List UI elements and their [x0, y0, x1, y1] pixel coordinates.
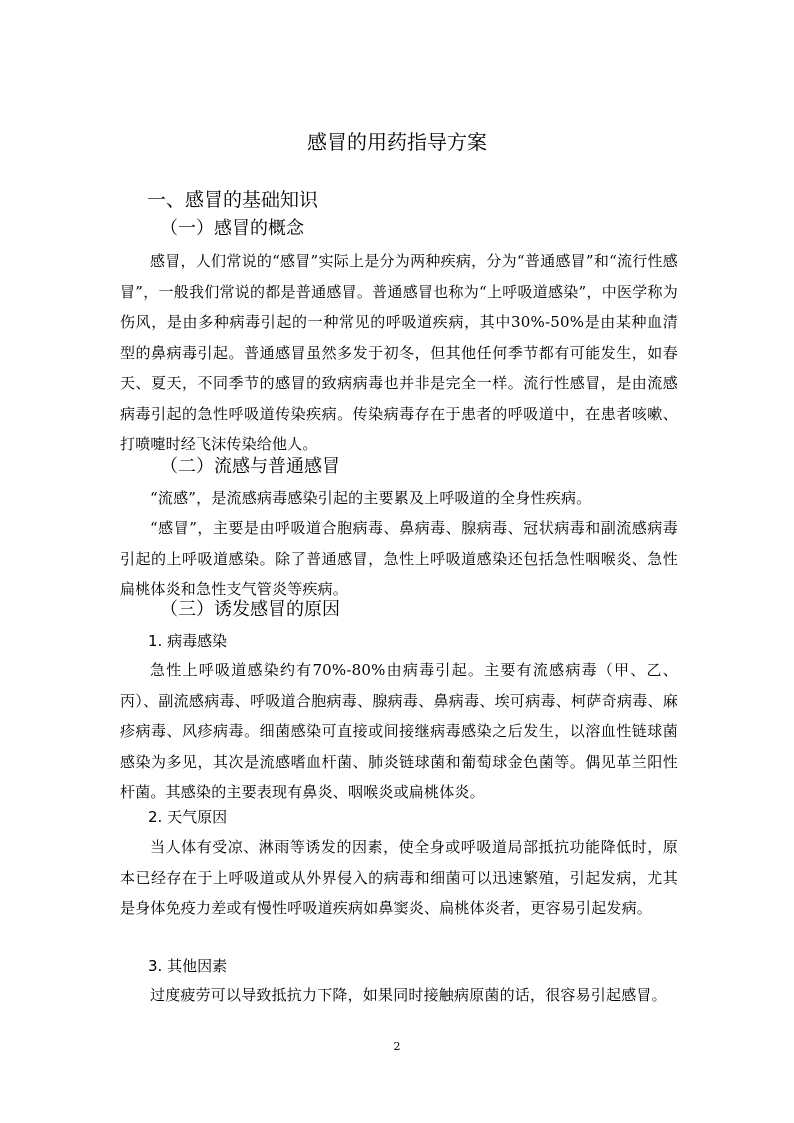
cause-heading-weather: 2. 天气原因 [148, 808, 228, 826]
paragraph-weather: 当人体有受凉、淋雨等诱发的因素，使全身或呼吸道局部抵抗功能降低时，原本已经存在于上呼吸道或从外界侵入的病毒和细菌可以迅速繁殖，引起发病，尤其是身体免疫力差或有慢性呼吸道疾病如鼻窦炎、扁桃体炎者，更容易引起发病。 [120, 838, 678, 917]
page-number: 2 [393, 1040, 401, 1053]
paragraph-cold-definition: “感冒”，主要是由呼吸道合胞病毒、鼻病毒、腺病毒、冠状病毒和副流感病毒引起的上呼吸道感染。除了普通感冒，急性上呼吸道感染还包括急性咽喉炎、急性扁桃体炎和急性支气管炎等疾病。 [120, 519, 678, 598]
cause-heading-other: 3. 其他因素 [148, 957, 228, 975]
paragraph-other-factors: 过度疲劳可以导致抵抗力下降，如果同时接触病原菌的话，很容易引起感冒。 [150, 986, 667, 1004]
cause-heading-virus: 1. 病毒感染 [148, 632, 228, 650]
section-heading-basics: 一、感冒的基础知识 [147, 189, 319, 211]
document-title: 感冒的用药指导方案 [307, 130, 487, 154]
subsection-heading-concept: （一）感冒的概念 [160, 218, 304, 239]
subsection-heading-causes: （三）诱发感冒的原因 [160, 599, 340, 620]
subsection-heading-flu-vs-cold: （二）流感与普通感冒 [160, 456, 340, 477]
paragraph-flu-definition: “流感”，是流感病毒感染引起的主要累及上呼吸道的全身性疾病。 [150, 489, 592, 507]
paragraph-concept: 感冒，人们常说的“感冒”实际上是分为两种疾病，分为“普通感冒”和“流行性感冒”，一般我们常说的都是普通感冒。普通感冒也称为“上呼吸道感染”，中医学称为伤风，是由多种病毒引起的一种常见的呼吸道疾病，其中30%-50%是由某种血清型的鼻病毒引起。普通感冒虽然多发于初冬，但其他任何季节都有可能发生，如春天、夏天，不同季节的感冒的致病病毒也并非是完全一样。流行性感冒，是由流感病毒引起的急性呼吸道传染疾病。传染病毒存在于患者的呼吸道中，在患者咳嗽、打喷嚏时经飞沫传染给他人。 [120, 252, 678, 453]
paragraph-virus-infection: 急性上呼吸道感染约有70%-80%由病毒引起。主要有流感病毒（甲、乙、丙）、副流感病毒、呼吸道合胞病毒、腺病毒、鼻病毒、埃可病毒、柯萨奇病毒、麻疹病毒、风疹病毒。细菌感染可直接或间接继病毒感染之后发生，以溶血性链球菌感染为多见，其次是流感嗜血杆菌、肺炎链球菌和葡萄球金色菌等。偶见革兰阳性杆菌。其感染的主要表现有鼻炎、咽喉炎或扁桃体炎。 [120, 661, 678, 801]
